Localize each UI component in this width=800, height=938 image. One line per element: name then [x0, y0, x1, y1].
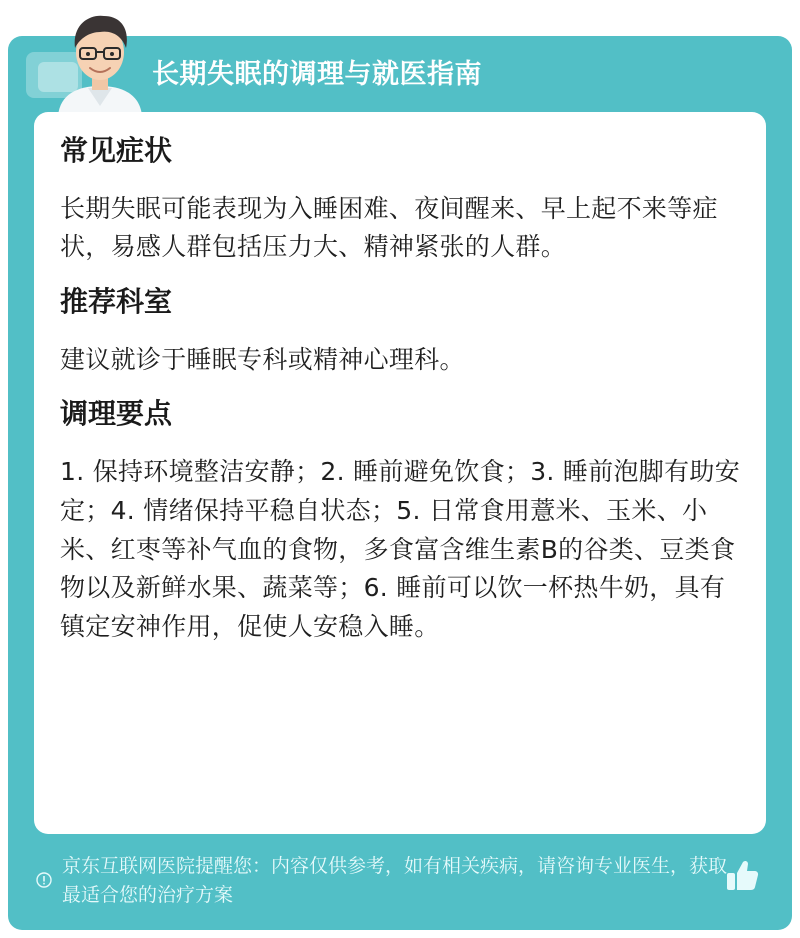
disclaimer-text: 京东互联网医院提醒您：内容仅供参考，如有相关疾病，请咨询专业医生，获取最适合您的治疗方案 — [62, 855, 728, 907]
info-icon — [36, 872, 52, 888]
page-title: 长期失眠的调理与就医指南 — [152, 59, 482, 90]
section-body-symptoms: 长期失眠可能表现为入睡困难、夜间醒来、早上起不来等症状，易感人群包括压力大、精神紧张的人群。 — [60, 193, 718, 262]
section-body-department: 建议就诊于睡眠专科或精神心理科。 — [60, 344, 465, 374]
thumbs-up-icon[interactable] — [724, 858, 760, 894]
section-title-care-tips: 调理要点 — [60, 397, 173, 431]
content-card — [34, 112, 766, 834]
section-title-department: 推荐科室 — [60, 285, 173, 319]
section-body-care-tips: 1. 保持环境整洁安静；2. 睡前避免饮食；3. 睡前泡脚有助安定；4. 情绪保持平稳自状态；5. 日常食用薏米、玉米、小米、红枣等补气血的食物，多食富含维生素B的谷类、豆类食物以及新鲜水果、蔬菜等；6. 睡前可以饮一杯热牛奶，具有镇定安神作用，促使人安稳入睡。 — [60, 457, 740, 642]
section-title-symptoms: 常见症状 — [60, 134, 173, 167]
doctor-avatar-icon — [50, 6, 150, 116]
